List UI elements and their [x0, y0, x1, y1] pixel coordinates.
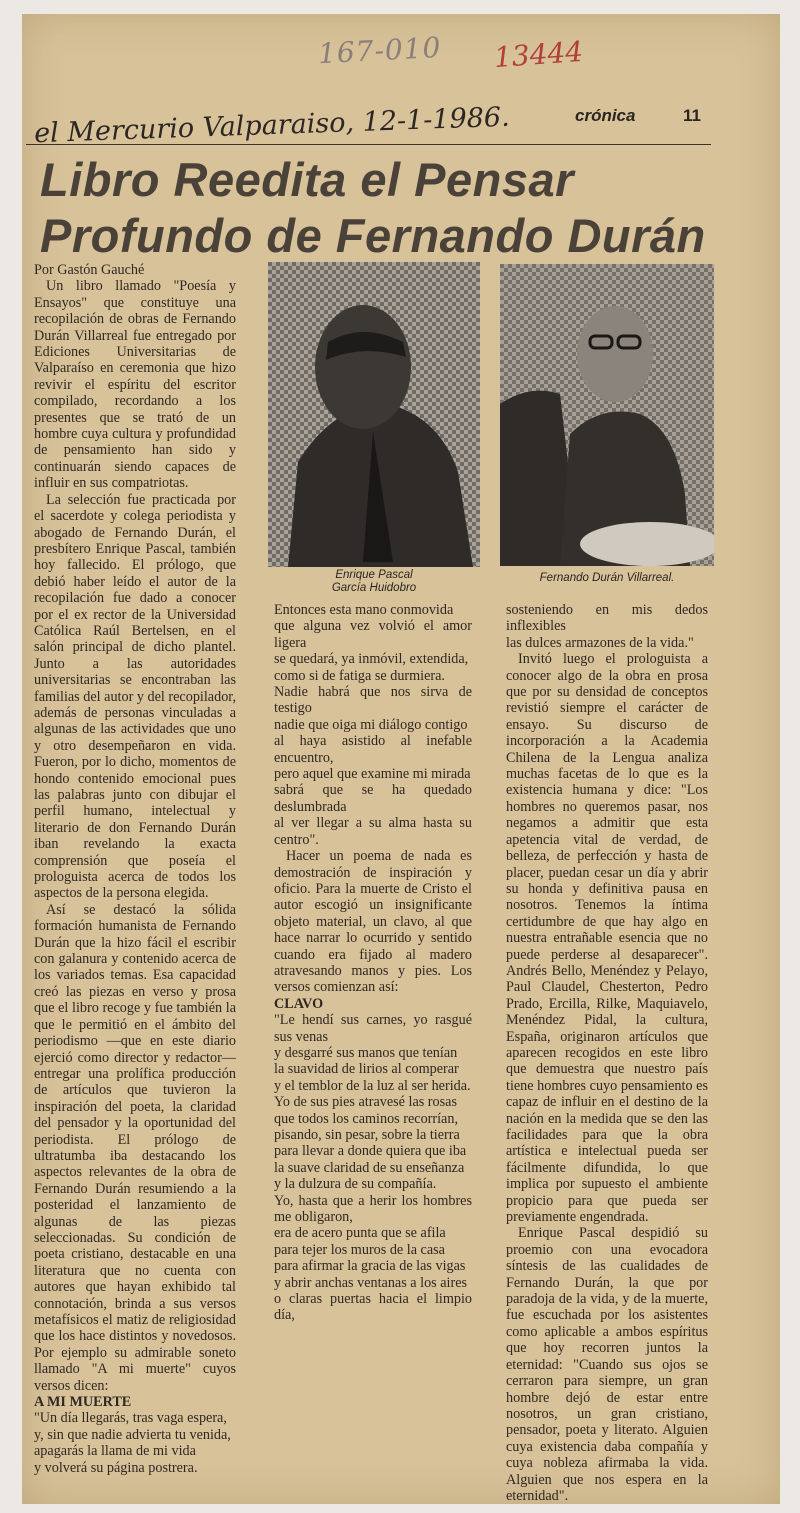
paragraph: Así se destacó la sólida formación humanista de Fernando Durán que la hizo fácil el escribir con galanura y contenido acerca de los variados temas. Esa capacidad creó las piezas en verso y prosa que el libro recoge y fue también la que le permitió en el ámbito del periodismo —que en este diario ejerció como director y redactor— entregar una prolífica producción de artículos que tuvieron la inspiración del poeta, la claridad del pensador y la oportunidad del periodista. El prólogo de ultratumba iba destacando los aspectos relevantes de la obra de Fernando Durán resumiendo a la posteridad el lanzamiento de algunas de las piezas seleccionadas. Su condición de poeta cristiano, destacable en una literatura que no cuenta con autores que hayan exhibido tal connotación, brinda a sus versos metafísicos el matiz de religiosidad que los hace distintos y novedosos. Por ejemplo su admirable soneto llamado "A mi muerte" cuyos versos dicen:: [34, 901, 236, 1394]
portrait-image: [268, 262, 480, 567]
poem-line: era de acero punta que se afila: [274, 1225, 446, 1242]
poem-title: CLAVO: [274, 995, 324, 1012]
paragraph: Enrique Pascal despidió su proemio con una evocadora síntesis de las cualidades de Fernando Durán, la que por paradoja de la vida, y de la muerte, fue escuchada por los asistentes como aplicable a ambos espíritus que hoy recorren juntos la eternidad: "Cuando sus ojos se cerraron para siempre, un gran hombre dejó de estar entre nosotros, un gran cristiano, pensador, poeta y literato. Alguien cuya existencia daba compañía y cuya nobleza afirmaba la vida. Alguien que nos espera en la eternidad".: [506, 1225, 708, 1504]
photo-caption-left: [268, 569, 480, 595]
photo-enrique-pascal: [268, 262, 480, 567]
poem-line: "Le hendí sus carnes, yo rasgué sus venas: [274, 1012, 472, 1045]
poem-line: y la dulzura de su compañía.: [274, 1176, 437, 1193]
poem-line: pisando, sin pesar, sobre la tierra: [274, 1127, 460, 1143]
paragraph: La selección fue practicada por el sacerdote y colega periodista y abogado de Fernando Durán, el presbítero Enrique Pascal, también hoy fallecido. El prólogo, que debió haber leído el autor de la recopilación fue dado a conocer por el ex rector de la Universidad Católica Raúl Bertelsen, en el salón principal de dicho plantel. Junto a las autoridades universitarias se encontraban las familias del autor y del recopilador, además de personas vinculadas a algunas de las actividades que uno y otro desempeñaron en vida. Fueron, por lo dicho, momentos de hondo contenido emocional pues las palabras junto con dibujar el perfil humano, intelectual y literario de don Fernando Durán iban revelando la exacta comprensión que poseía el prologuista acerca de todos los aspectos de la persona elegida.: [34, 491, 236, 902]
poem-line: sosteniendo en mis dedos inflexibles: [506, 602, 708, 635]
poem-line: Nadie habrá que nos sirva de testigo: [274, 684, 472, 717]
poem-line: al ver llegar a su alma hasta su centro".: [274, 815, 472, 848]
poem-title: A MI MUERTE: [34, 1394, 132, 1411]
poem-line: la suavidad de lirios al comperar: [274, 1061, 459, 1078]
article-column-1: [34, 262, 236, 1476]
poem-line: y volverá su página postrera.: [34, 1459, 198, 1476]
source-note-handwritten: el Mercurio Valparaiso, 12-1-1986.: [33, 101, 511, 150]
catalog-number-handwritten: 13444: [492, 34, 585, 75]
article-column-3: [506, 602, 708, 1504]
poem-line: y el temblor de la luz al ser herida.: [274, 1077, 471, 1094]
paragraph: Hacer un poema de nada es demostración de inspiración y oficio. Para la muerte de Cristo el autor escogió un insignificante objeto material, un clavo, al que hace narrar lo ocurrido y sentido cuando era fijado al madero atravesando manos y pies. Los versos comienzan así:: [274, 848, 472, 996]
poem-line: Yo de sus pies atravesé las rosas: [274, 1094, 457, 1111]
poem-line: al haya asistido al inefable encuentro,: [274, 733, 472, 766]
poem-line: Entonces esta mano conmovida: [274, 602, 454, 618]
page-number: 11: [683, 106, 701, 125]
poem-line: para afirmar la gracia de las vigas: [274, 1258, 466, 1275]
headline: [40, 152, 720, 264]
headline-line-2: Profundo de Fernando Durán: [40, 209, 706, 262]
archive-number-handwritten: 167-010: [317, 30, 443, 71]
paragraph: Invitó luego el prologuista a conocer algo de la obra en prosa que por su densidad de conceptos revistió siempre el carácter de ensayo. Su discurso de incorporación a la Academia Chilena de la Lengua analiza muchas facetas de lo que es la existencia humana y dice: "Los hombres no queremos pasar, nos negamos a admitir que esta apetencia vital de verdad, de belleza, de perfección y hasta de placer, puedan cesar un día y abrir su honda y definitiva pausa en nosotros. Tenemos la íntima certidumbre de que hay algo en nuestra entrañable esencia que no puede perderse al desaparecer". Andrés Bello, Menéndez y Pelayo, Paul Claudel, Chesterton, Pedro Prado, Ercilla, Rilke, Maquiavelo, Menéndez Pidal, la cultura, España, originaron artículos que aparecen recogidos en este libro que demuestra que nuestro país tiene hombres cuyo pensamiento es capaz de influir en el destino de la nación en la medida que se den las facilidades para que la obra artística e intelectual pueda ser fácilmente difundida, lo que implica por supuesto el ambiente propicio para que pueda ser previamente engendrada.: [506, 651, 708, 1226]
poem-line: apagarás la llama de mi vida: [34, 1443, 196, 1460]
poem-line: "Un día llegarás, tras vaga espera,: [34, 1410, 227, 1427]
poem-line: sabrá que se ha quedado deslumbrada: [274, 782, 472, 815]
poem-line: pero aquel que examine mi mirada: [274, 766, 471, 783]
portrait-image: [500, 264, 714, 566]
poem-line: como si de fatiga se durmiera.: [274, 667, 445, 684]
poem-line: para tejer los muros de la casa: [274, 1241, 445, 1258]
photo-caption-right: Fernando Durán Villarreal.: [539, 572, 675, 584]
caption-left-line-1: Enrique Pascal: [335, 569, 413, 581]
poem-line: y, sin que nadie advierta tu venida,: [34, 1426, 231, 1443]
poem-line: las dulces armazones de la vida.": [506, 634, 694, 651]
poem-line: nadie que oiga mi diálogo contigo: [274, 716, 468, 733]
photo-fernando-duran: [500, 264, 714, 566]
poem-line: o claras puertas hacia el limpio día,: [274, 1291, 472, 1324]
byline: Por Gastón Gauché: [34, 262, 145, 278]
poem-line: se quedará, ya inmóvil, extendida,: [274, 651, 469, 668]
poem-line: la suave claridad de su enseñanza: [274, 1159, 465, 1176]
poem-line: Yo, hasta que a herir los hombres me obligaron,: [274, 1192, 472, 1226]
section-label: crónica: [575, 106, 636, 125]
poem-line: que todos los caminos recorrían,: [274, 1110, 458, 1127]
paragraph: Un libro llamado "Poesía y Ensayos" que constituye una recopilación de obras de Fernando Durán Villarreal fue entregado por Ediciones Universitarias de Valparaíso en ceremonia que hizo revivir el espíritu del escritor compilado, recordando a los presentes que se trató de un hombre cuya cultura y profundidad de pensamiento han sido y continuarán siendo capaces de influir en sus compatriotas.: [34, 278, 236, 492]
poem-line: y abrir anchas ventanas a los aires: [274, 1274, 468, 1291]
caption-left-line-2: García Huidobro: [331, 582, 417, 594]
article-column-2: [274, 602, 472, 1324]
poem-line: y desgarré sus manos que tenían: [274, 1044, 458, 1061]
poem-line: para llevar a donde quiera que iba: [274, 1143, 467, 1160]
headline-line-1: Libro Reedita el Pensar: [40, 153, 574, 206]
poem-line: que alguna vez volvió el amor ligera: [274, 618, 472, 651]
